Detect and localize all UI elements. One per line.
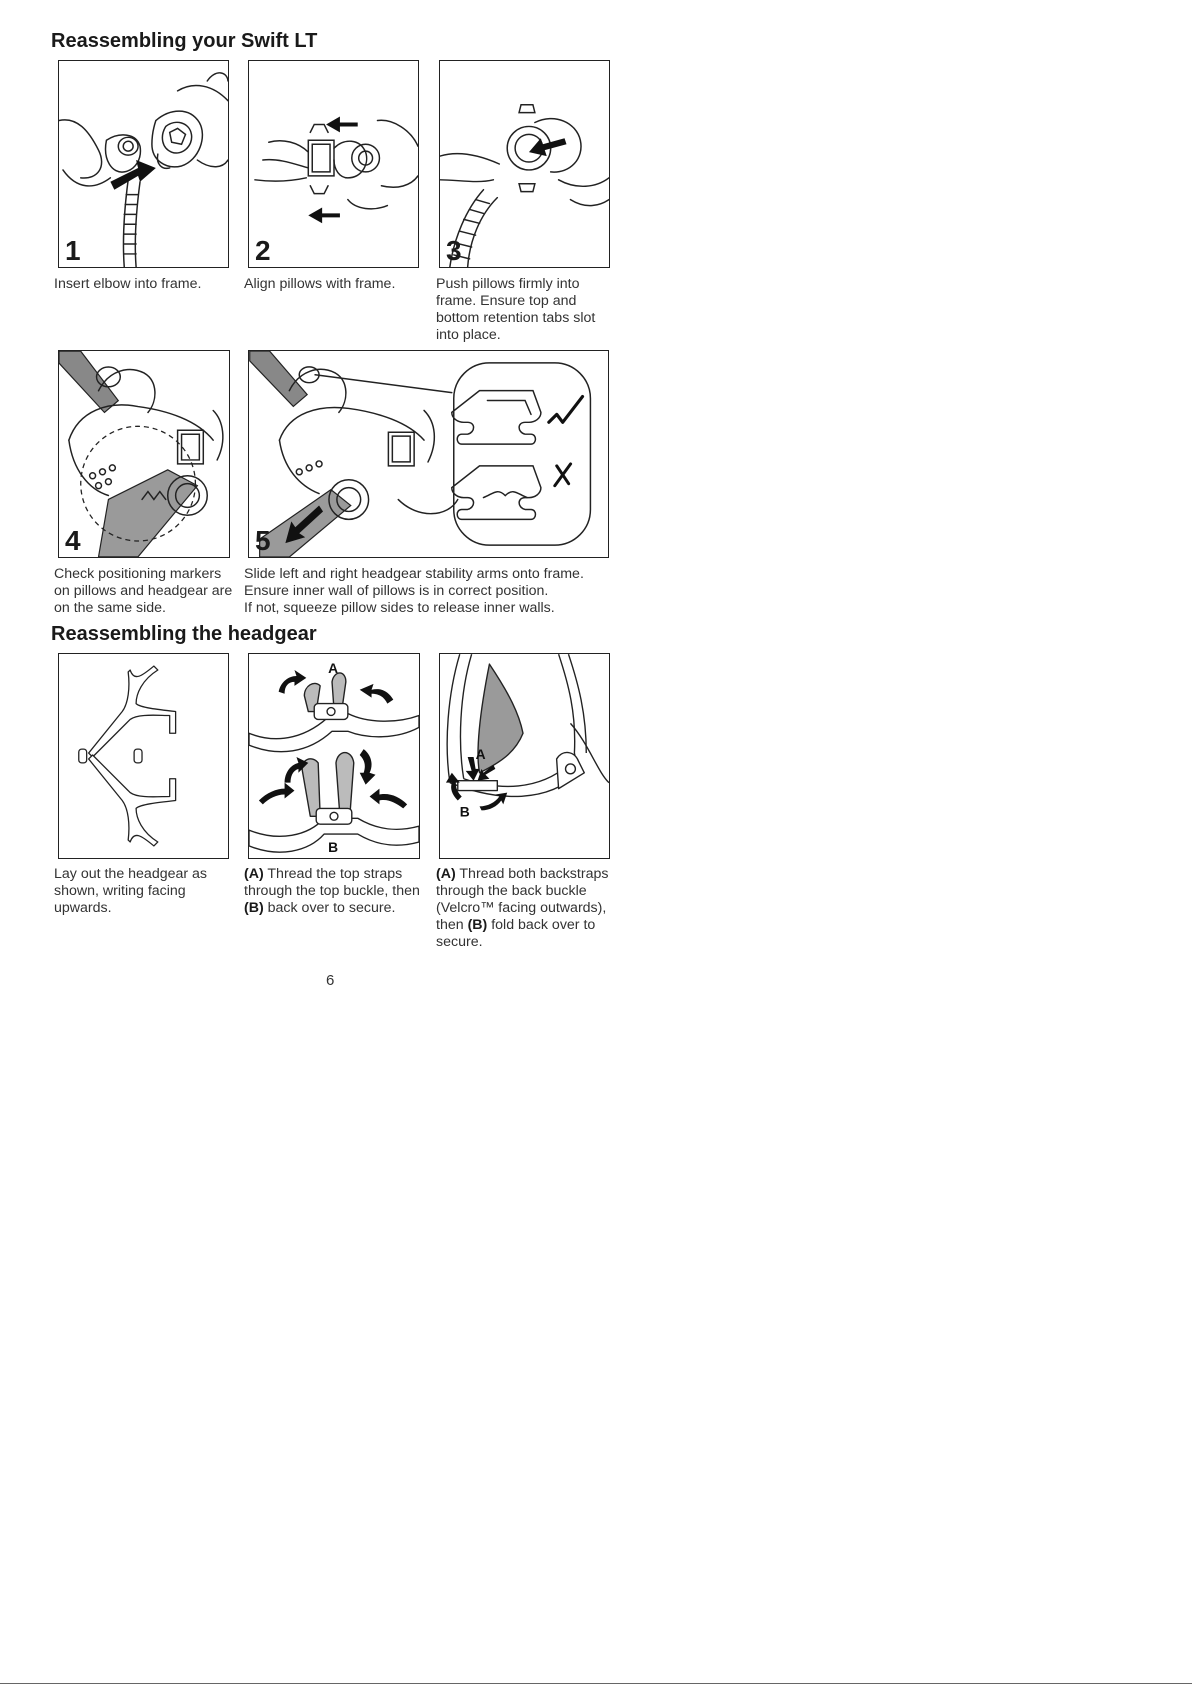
label-a: A [328,659,339,676]
step-5-caption-line: Slide left and right headgear stability arms onto frame. [244,566,584,582]
step-5-caption-line: If not, squeeze pillow sides to release inner walls. [244,600,555,616]
bottom-edge-line [0,1683,1192,1684]
step-5-caption-line: Ensure inner wall of pillows is in correct position. [244,583,549,599]
step-number: 4 [65,525,81,556]
headgear-step-1-caption: Lay out the headgear as shown, writing facing upwards. [54,866,208,916]
page-number: 6 [326,972,335,989]
step-4-illustration [58,350,230,558]
checkmark-icon [549,397,583,423]
headgear-step-3-caption [436,866,626,951]
elbow-into-frame-drawing [59,61,228,267]
caption-label-a: (A) [244,866,264,882]
cross-icon [555,464,571,486]
step-3-illustration [439,60,610,268]
caption-text: Thread the top straps through the top buckle, then [244,866,420,899]
stability-arms-drawing [249,351,608,557]
backstraps-buckle-drawing [440,654,609,858]
top-buckle-illustration [248,653,420,859]
caption-label-b: (B) [467,917,488,933]
step-2-caption: Align pillows with frame. [244,276,396,292]
label-a: A [475,745,486,762]
step-number: 1 [65,235,81,266]
caption-label-a: (A) [436,866,456,882]
caption-label-b: (B) [244,900,264,916]
step-number: 5 [255,525,271,556]
top-straps-buckle-drawing [249,654,419,858]
step-4-caption: Check positioning markers on pillows and headgear are on the same side. [54,566,233,616]
back-buckle-illustration [439,653,610,859]
step-5-illustration [248,350,609,558]
headgear-laid-out-drawing [59,654,228,858]
label-b: B [459,803,470,820]
step-number: 2 [255,235,271,266]
push-pillows-drawing [440,61,609,267]
caption-text: Thread both backstraps through the back buckle (Velcro™ facing outwards), then [436,866,609,933]
section-title-reassembling-swift-lt: Reassembling your Swift LT [51,30,318,52]
headgear-layout-illustration [58,653,229,859]
step-3-caption: Push pillows firmly into frame. Ensure top and bottom retention tabs slot into place. [436,276,596,343]
step-number: 3 [446,235,462,266]
step-2-illustration [248,60,419,268]
headgear-step-2-caption [244,866,424,917]
step-1-illustration [58,60,229,268]
section-title-reassembling-headgear: Reassembling the headgear [51,623,317,645]
caption-text: fold back over to secure. [436,917,596,950]
step-1-caption: Insert elbow into frame. [54,276,202,292]
caption-text: back over to secure. [263,900,396,916]
label-b: B [328,838,339,855]
step-5-caption [244,566,624,617]
align-pillows-drawing [249,61,418,267]
positioning-markers-drawing [59,351,229,557]
